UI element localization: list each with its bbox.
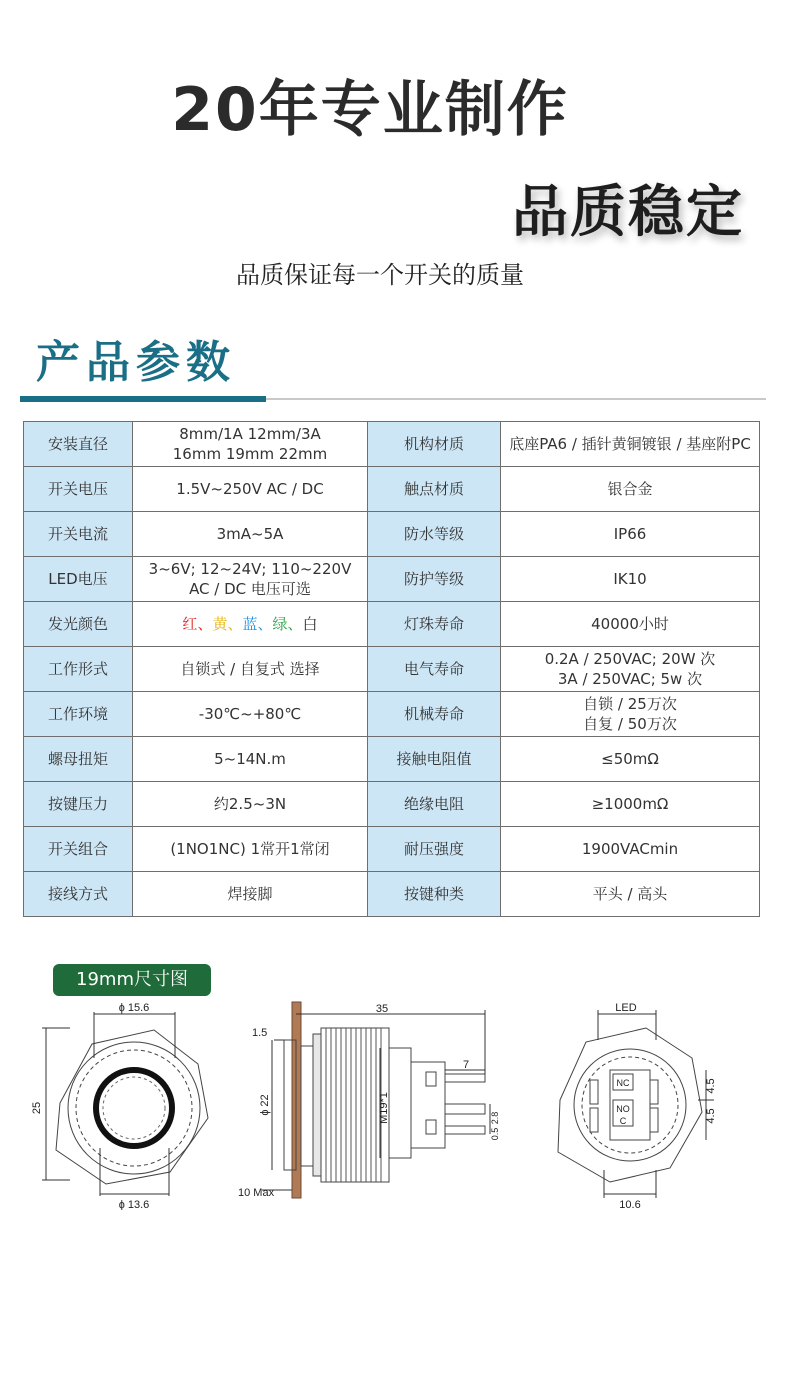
light-color-separator: 、 xyxy=(287,615,303,633)
spec-label: 机构材质 xyxy=(368,422,501,467)
spec-value xyxy=(501,647,760,692)
light-color-item: 黄 xyxy=(212,615,228,633)
spec-row xyxy=(24,872,760,917)
light-color-separator: 、 xyxy=(257,615,273,633)
dimension-drawing xyxy=(30,1000,770,1210)
light-color-item: 蓝 xyxy=(242,615,258,633)
dimension-badge: 19mm尺寸图 xyxy=(53,964,211,996)
spec-value xyxy=(501,602,760,647)
spec-value xyxy=(501,737,760,782)
quality-badge-text: 品质稳定 xyxy=(512,180,744,245)
spec-row xyxy=(24,602,760,647)
section-title: 产品参数 xyxy=(36,337,236,388)
spec-label: 开关电压 xyxy=(24,467,133,512)
spec-value xyxy=(133,827,368,872)
spec-value-line: 平头 / 高头 xyxy=(592,885,668,903)
spec-label: 接触电阻值 xyxy=(368,737,501,782)
spec-row xyxy=(24,692,760,737)
spec-value-line: 0.2A / 250VAC; 20W 次 xyxy=(544,650,716,668)
spec-value xyxy=(133,782,368,827)
spec-value-line: 底座PA6 / 插针黄铜镀银 / 基座附PC xyxy=(509,435,751,453)
spec-label: 安装直径 xyxy=(24,422,133,467)
spec-value xyxy=(133,737,368,782)
spec-value-line: AC / DC 电压可选 xyxy=(189,580,311,598)
spec-value xyxy=(133,512,368,557)
side-dia-dim: ɸ 22 xyxy=(259,1094,271,1116)
side-pin-length: 7 xyxy=(463,1059,470,1071)
spec-label: 防护等级 xyxy=(368,557,501,602)
front-top-dim: ɸ 15.6 xyxy=(118,1002,150,1014)
light-color-separator: 、 xyxy=(227,615,243,633)
back-c-label: C xyxy=(619,1116,627,1126)
spec-label: 开关组合 xyxy=(24,827,133,872)
side-panel-dim: 10 Max xyxy=(238,1187,275,1199)
spec-label: LED电压 xyxy=(24,557,133,602)
back-nc-label: NC xyxy=(616,1078,630,1088)
spec-row xyxy=(24,512,760,557)
section-rule-accent xyxy=(20,396,266,402)
spec-value-line: 5~14N.m xyxy=(214,750,286,768)
spec-value-line: (1NO1NC) 1常开1常闭 xyxy=(170,840,330,858)
spec-value xyxy=(501,422,760,467)
spec-label: 按键压力 xyxy=(24,782,133,827)
side-thread-dim: M19*1 xyxy=(378,1092,390,1124)
spec-value xyxy=(501,782,760,827)
spec-value-line: 40000小时 xyxy=(591,615,669,633)
spec-value-line: 3mA~5A xyxy=(216,525,284,543)
spec-value xyxy=(133,872,368,917)
spec-value xyxy=(133,557,368,602)
side-pin-thickness: 0.5 xyxy=(490,1127,500,1141)
spec-row xyxy=(24,557,760,602)
spec-value-line: 3~6V; 12~24V; 110~220V xyxy=(148,560,352,578)
front-bottom-dim: ɸ 13.6 xyxy=(118,1199,150,1210)
light-color-item: 白 xyxy=(302,615,318,633)
spec-label: 耐压强度 xyxy=(368,827,501,872)
spec-value-line: 自复 / 50万次 xyxy=(583,715,677,733)
light-colors-cell xyxy=(133,602,368,647)
spec-value-line: 银合金 xyxy=(607,480,653,498)
back-dim-a: 4.5 xyxy=(705,1078,717,1094)
side-view xyxy=(262,1002,490,1198)
spec-value-line: 1900VACmin xyxy=(581,840,679,858)
spec-value-line: ≤50mΩ xyxy=(601,750,659,768)
spec-value-line: 1.5V~250V AC / DC xyxy=(176,480,324,498)
spec-value-line: 8mm/1A 12mm/3A xyxy=(179,425,321,443)
spec-row xyxy=(24,737,760,782)
light-color-separator: 、 xyxy=(197,615,213,633)
spec-value xyxy=(501,827,760,872)
spec-value xyxy=(133,692,368,737)
light-color-item: 红 xyxy=(182,615,198,633)
section-rule xyxy=(266,398,766,400)
back-dim-b: 4.5 xyxy=(705,1108,717,1124)
spec-label: 开关电流 xyxy=(24,512,133,557)
back-led-label: LED xyxy=(615,1002,637,1014)
spec-row xyxy=(24,827,760,872)
spec-value-line: IP66 xyxy=(613,525,647,543)
spec-value xyxy=(133,467,368,512)
spec-label: 电气寿命 xyxy=(368,647,501,692)
spec-label: 绝缘电阻 xyxy=(368,782,501,827)
spec-label: 防水等级 xyxy=(368,512,501,557)
spec-label: 触点材质 xyxy=(368,467,501,512)
spec-value-line: 自锁 / 25万次 xyxy=(583,695,677,713)
side-flange-dim: 1.5 xyxy=(252,1027,268,1039)
headline: 20年专业制作 xyxy=(171,75,569,145)
front-view xyxy=(42,1012,208,1196)
side-pin-width: 2.8 xyxy=(490,1111,500,1125)
spec-row xyxy=(24,467,760,512)
spec-value xyxy=(501,557,760,602)
spec-value-line: 3A / 250VAC; 5w 次 xyxy=(557,670,703,688)
spec-value-line: 约2.5~3N xyxy=(213,795,287,813)
spec-label: 灯珠寿命 xyxy=(368,602,501,647)
spec-value xyxy=(501,467,760,512)
spec-label: 接线方式 xyxy=(24,872,133,917)
spec-value-line: 焊接脚 xyxy=(227,885,273,903)
spec-value xyxy=(133,422,368,467)
side-length-dim: 35 xyxy=(375,1003,389,1015)
spec-value-line: ≥1000mΩ xyxy=(591,795,669,813)
spec-label: 工作环境 xyxy=(24,692,133,737)
spec-value-line: 16mm 19mm 22mm xyxy=(172,445,328,463)
spec-value xyxy=(501,512,760,557)
spec-row xyxy=(24,422,760,467)
spec-label: 螺母扭矩 xyxy=(24,737,133,782)
spec-value-line: 自锁式 / 自复式 选择 xyxy=(180,660,320,678)
spec-label: 按键种类 xyxy=(368,872,501,917)
spec-row xyxy=(24,782,760,827)
spec-value-line: IK10 xyxy=(613,570,647,588)
spec-value xyxy=(133,647,368,692)
spec-table xyxy=(23,421,760,917)
back-no-label: NO xyxy=(616,1104,630,1114)
spec-label: 发光颜色 xyxy=(24,602,133,647)
spec-label: 机械寿命 xyxy=(368,692,501,737)
spec-label: 工作形式 xyxy=(24,647,133,692)
back-width-dim: 10.6 xyxy=(619,1199,641,1210)
spec-row xyxy=(24,647,760,692)
light-color-item: 绿 xyxy=(272,615,288,633)
tagline: 品质保证每一个开关的质量 xyxy=(236,261,524,289)
front-side-dim: 25 xyxy=(31,1101,43,1115)
back-view xyxy=(558,1010,714,1198)
spec-value xyxy=(501,872,760,917)
spec-value-line: -30℃~+80℃ xyxy=(198,705,302,723)
spec-value xyxy=(501,692,760,737)
